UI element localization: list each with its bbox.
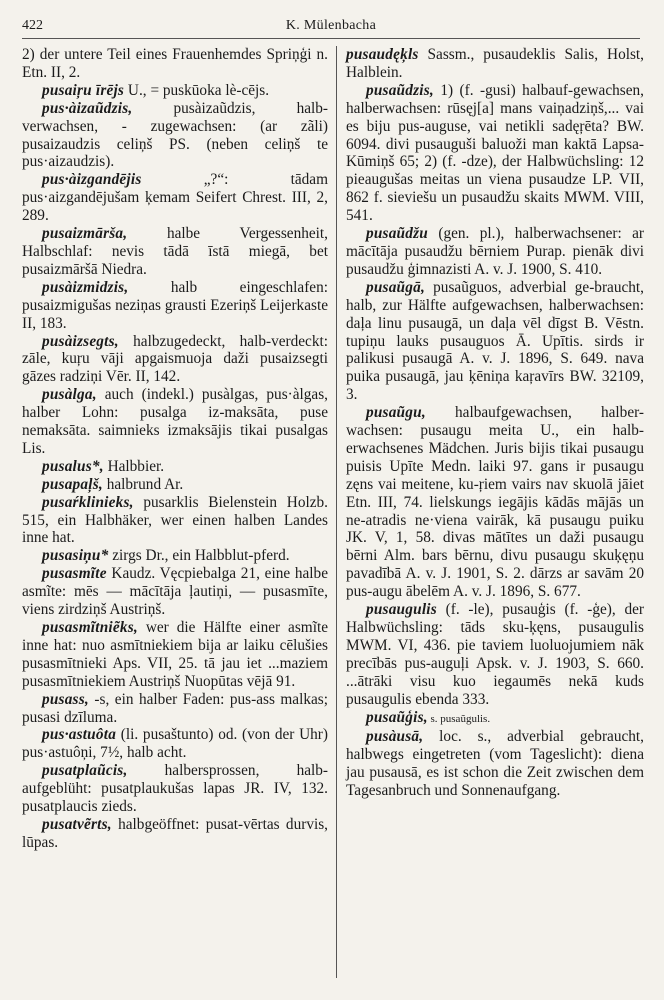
entry-headword: pusaũdžu [366, 225, 428, 243]
entry-text: Kaudz. Vęcpiebalga 21, eine halbe asmĩte: mēs — mācītāja ļautiņi, — pusasmīte, viens zirdziņš Austriņš. [22, 565, 328, 619]
entry-text: halbzugedeckt, halb-verdeckt: zāle, kuŗu vāji apgaismuoja daži pusaizsegti gāzes radziņi Vēr. II, 142. [22, 332, 328, 386]
entry-headword: pusaũgā, [366, 278, 425, 296]
dictionary-entry [346, 404, 644, 601]
entry-headword: pusaũģis, [366, 708, 428, 726]
dictionary-entry [346, 46, 644, 82]
page-header [22, 18, 640, 39]
left-column [22, 46, 328, 978]
entry-text: U., = puskūoka lè-cējs. [124, 81, 270, 99]
entry-text: zirgs Dr., ein Halbblut-pferd. [108, 547, 290, 565]
dictionary-entry [22, 82, 328, 100]
entry-headword: pusaŕklinieks, [42, 493, 134, 511]
entry-text: Halbbier. [103, 457, 165, 475]
dictionary-entry [22, 279, 328, 333]
entry-text: wer die Hälfte einer asmĩte inne hat: nuo asmītniekiem bija ar laiku cēlušies pusasmītnieki Aps. VII, 25. tā jau iet ...maziem pusasmītniekiem Austriņš Nuopūtas vējā 91. [22, 619, 328, 690]
entry-text: halb eingeschlafen: pusaizmigušas neziņas grausti Ezeriņš Leijerkaste II, 183. [22, 278, 328, 332]
dictionary-entry [346, 225, 644, 279]
entry-text: halbe Vergessenheit, Halbschlaf: nevis tādā īstā miegā, bet pusaizmāršā Niedra. [22, 225, 328, 278]
dictionary-entry [22, 458, 328, 476]
entry-headword: pusaũdzis, [366, 81, 434, 99]
dictionary-entry [22, 386, 328, 458]
dictionary-entry [22, 762, 328, 816]
entry-headword: pusatvẽrts, [42, 815, 112, 833]
dictionary-entry [346, 601, 644, 708]
entry-text: (li. pusaštunto) od. (von der Uhr) pus·astuôņi, 7½, halb acht. [22, 726, 328, 762]
running-title: K. Mülenbacha [285, 18, 377, 33]
entry-headword: pusaiŗu īrējs [42, 81, 125, 99]
entry-headword: pusàizmidzis, [42, 278, 129, 296]
dictionary-entry [22, 46, 328, 82]
right-column [346, 46, 644, 978]
entry-text: 2) der untere Teil eines Frauenhemdes Spriņģi n. Etn. II, 2. [22, 46, 328, 81]
entry-headword: pusaũgu, [366, 404, 426, 422]
dictionary-entry [22, 565, 328, 619]
entry-text: „?“: tādam pus·aizgandējušam ķemam Seifert Chrest. III, 2, 289. [22, 171, 328, 225]
dictionary-entry [346, 728, 644, 800]
entry-text: halbrund Ar. [102, 475, 184, 493]
dictionary-entry [22, 100, 328, 172]
entry-headword: pusatplaũcis, [42, 762, 128, 780]
entry-text: (gen. pl.), halberwachsener: ar mācītāja pusaudžu bērniem Purap. pienāk divi pusaudžu ģimnazisti A. v. J. 1900, S. 410. [346, 225, 644, 278]
dictionary-entry [346, 82, 644, 225]
entry-text: halbersprossen, halb-aufgeblüht: pusatplaukušas lapas JR. IV, 132. pusatplaucis zieds. [22, 762, 328, 816]
entry-text: pusàizaũdzis, halb-verwachsen, - zugewachsen: (ar zãli) pusaizaudzis celiņš PS. (neben celiņš te pus·aizaudzis). [22, 99, 328, 171]
entry-text: loc. s., adverbial gebraucht, halbwegs eingetreten (vom Tageslicht): diena jau pusausā, es ist schon die Zeit zwischen dem Tagesanbruch und Sonnenaufgang. [346, 728, 644, 800]
entry-text: pusarklis Bielenstein Holzb. 515, ein Halbhäker, wer einen halben Landes inne hat. [22, 493, 328, 547]
entry-text: 1) (f. -gusi) halbauf-gewachsen, halberwachsen: rūsęj[a] mans vaiņadziņš,... vai es biju pus-auguse, vai netikli sadęŗēta? BW. 6094. divi pusauguši baluoži man kaktā Lapsa-Kūmiņš 65; 2) (f. -dze), der Halbwüchsling: 12 pieaugušas meitas un viena pusaudze LP. VII, 862 f. sieviešu un pusaudžu skaits MWM. VIII, 541. [346, 81, 644, 225]
dictionary-entry [22, 333, 328, 387]
entry-headword: pusàlga, [42, 386, 97, 404]
dictionary-entry [346, 279, 644, 404]
entry-headword: pusàusā, [366, 728, 424, 746]
entry-headword: pusàizsegts, [42, 332, 119, 350]
dictionary-entry [22, 691, 328, 727]
entry-headword: pusaudęķls [346, 46, 419, 63]
entry-text: Sassm., pusaudeklis Salis, Holst, Halblein. [346, 46, 644, 81]
entry-headword: pusapaļš, [42, 475, 103, 493]
entry-text: halbaufgewachsen, halber-wachsen: pusaugu meita U., ein halb-erwachsenes Mädchen. Juris bijis tikai pusaugu puisis Upīte Medn. laiki 97. gans ir pusaugu zęns vai meitene, ku-ŗiem vairs nav skuolā jāiet Etn. III, 74. lielskungs iegājis kādās mājās un ne-atradis ne·viena vairāk, kā pusaugu puiku JK. V, 1, 58. divas mātītes un daži pusaugu bērni Alm. bars bērnu, divu pusaugu skuķęņu pavadībā A. v. J. 1901, S. 2. dārzs ar savām 20 pus-augu ābelēm A. v. J. 1896, S. 677. [346, 404, 644, 601]
dictionary-entry [22, 171, 328, 225]
entry-text: halbgeöffnet: pusat-vērtas durvis, lūpas. [22, 815, 328, 851]
entry-headword: pus·àizaũdzis, [42, 99, 133, 117]
entry-headword: pus·àizgandējis [42, 171, 142, 189]
dictionary-entry [22, 816, 328, 852]
dictionary-entry [22, 476, 328, 494]
entry-text: s. pusaũgulis. [427, 712, 491, 725]
dictionary-entry [346, 709, 644, 729]
entry-headword: pusass, [42, 690, 89, 708]
dictionary-entry [22, 225, 328, 279]
entry-text: pusaũguos, adverbial ge-braucht, halb, zur Hälfte aufgewachsen, halberwachsen: daļa linu pusaugā, un daļa vēl dīgst B. Vēstn. tupiņu lauks pusauguos Ā. Upītis. sirds ir palikusi pusaugā A. v. J. 1896, S. 649. nava puika pusaugā, jau ķēniņa kaŗavīrs BW. 32109, 3. [346, 278, 644, 404]
entry-headword: pusaugulis [366, 601, 437, 619]
entry-headword: pusasmĩtniẽks, [42, 619, 138, 636]
dictionary-entry [22, 494, 328, 548]
dictionary-entry [22, 726, 328, 762]
entry-text: auch (indekl.) pusàlgas, pus·àlgas, halber Lohn: pusalga iz-maksāta, puse nemaksāta. saimnieks izmaksājis tikai pusalgas Lis. [22, 386, 328, 457]
dictionary-entry [22, 619, 328, 691]
column-separator [336, 46, 337, 978]
page-number: 422 [22, 18, 43, 33]
entry-text: -s, ein halber Faden: pus-ass malkas; pusasi dzīluma. [22, 690, 328, 726]
entry-text: (f. -le), pusauģis (f. -ģe), der Halbwüchsling: tāds sku-ķęns, pusaugulis MWM. VI, 436. pie taviem luoluojumiem nāk precībās pus-auguļi Apsk. v. J. 1903, S. 660. ...ātrāki visu kuo iegaumēs nekā kuds pusaugulis ebenda 333. [346, 601, 644, 708]
entry-headword: pusaizmārša, [42, 225, 128, 243]
entry-headword: pusasmĩte [42, 565, 107, 583]
dictionary-entry [22, 547, 328, 565]
entry-headword: pusasiņu* [42, 547, 109, 565]
entry-headword: pusalus*, [42, 457, 104, 475]
entry-headword: pus·astuôta [42, 726, 117, 744]
